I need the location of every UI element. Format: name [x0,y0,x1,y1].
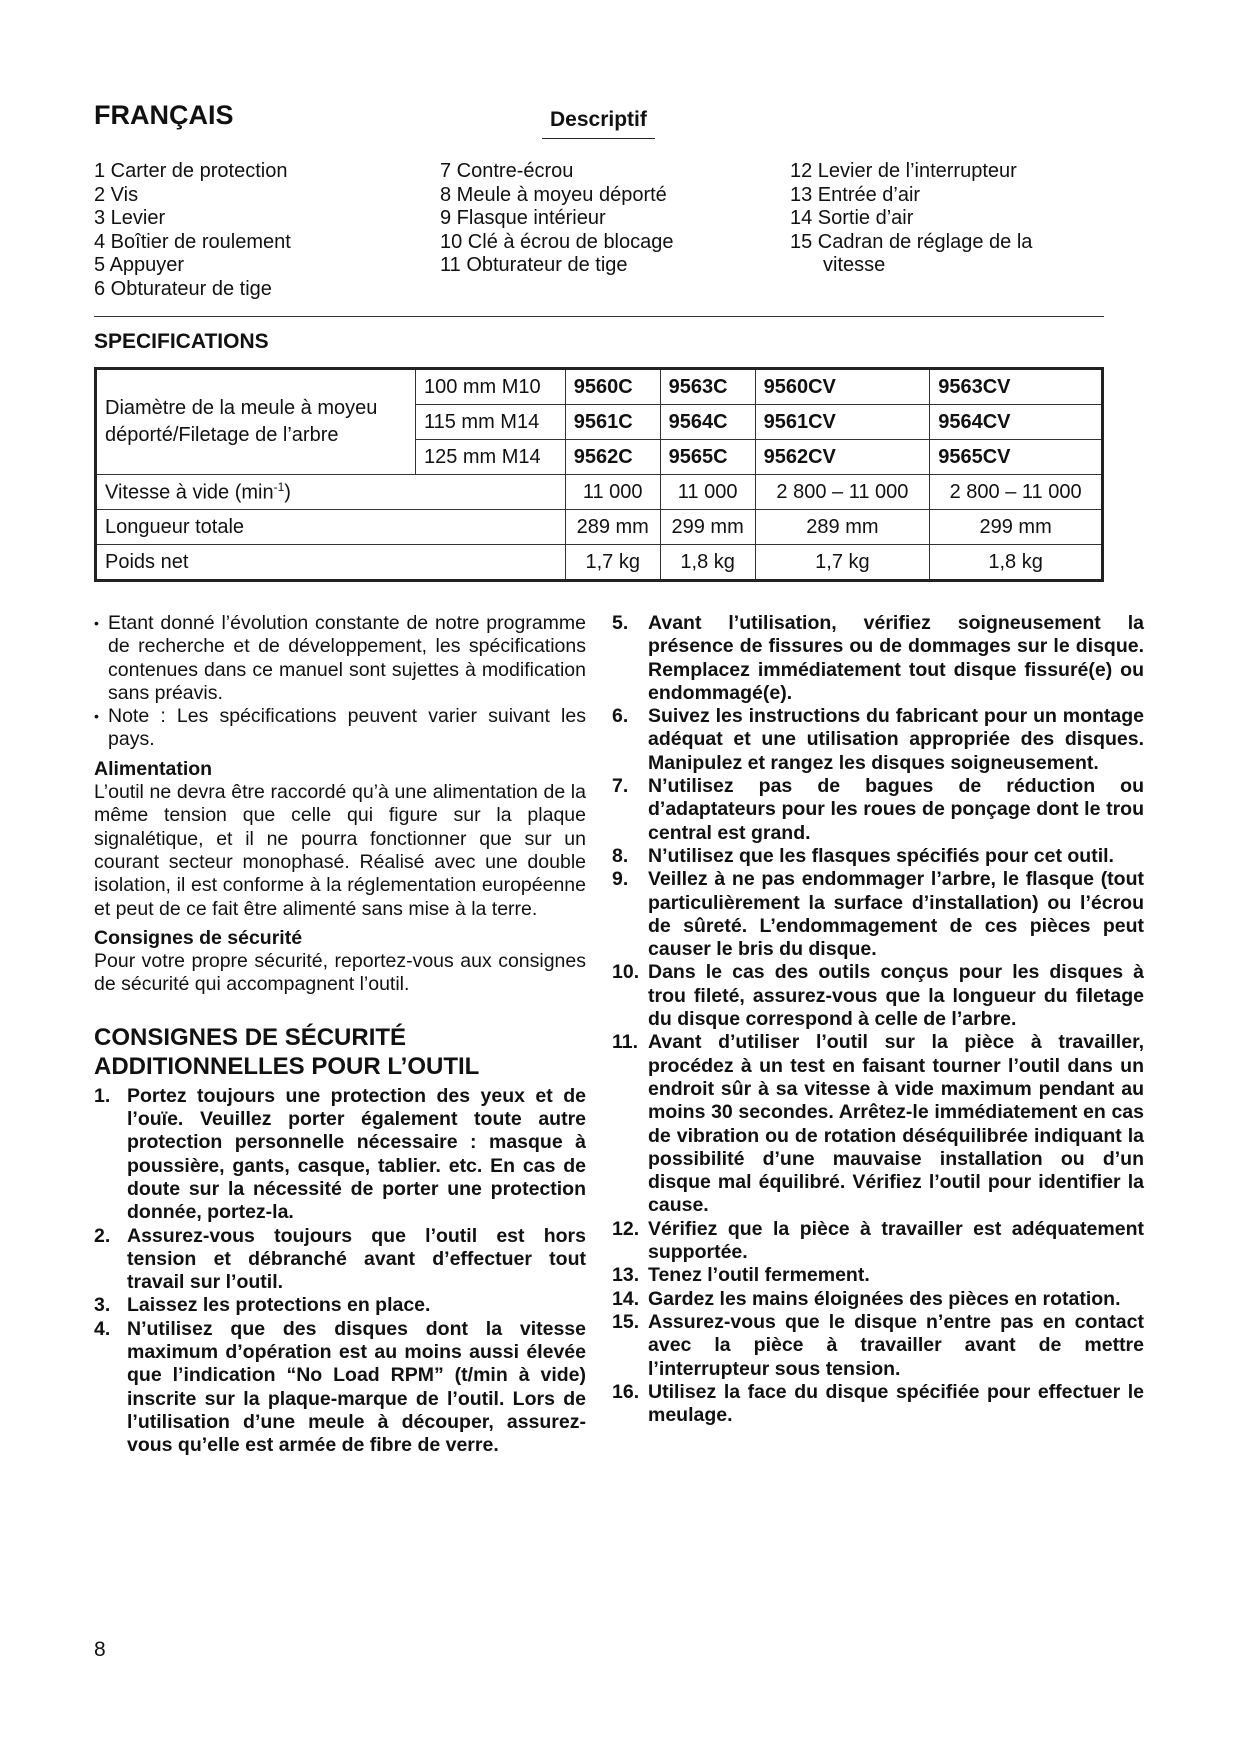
note-item [94,705,586,752]
descriptif-title: Descriptif [542,108,655,139]
item-number: 9. [612,868,629,891]
item-text: Assurez-vous toujours que l’outil est hors tension et débranché avant d’effectuer tout travail sur l’outil. [127,1224,586,1294]
item-text: Utilisez la face du disque spécifiée pour effectuer le meulage. [648,1380,1144,1427]
diameter-label: Diamètre de la meule à moyeu déporté/Filetage de l’arbre [96,369,416,475]
descriptif-item: 3 Levier [94,207,166,229]
item-text: N’utilisez que des disques dont la vitesse maximum d’opération est au moins aussi élevée que l’indication “No Load RPM” (t/min à vide) inscrite sur la plaque-marque de l’outil. Lors de l’utilisation d’une meule à découper, assurez-vous qu’elle est armée de fibre de verre. [127,1317,586,1457]
descriptif-item: 2 Vis [94,183,139,206]
size-cell: 100 mm M10 [415,369,565,405]
safety-item [94,1318,586,1458]
speed-cell: 2 800 – 11 000 [930,475,1103,510]
descriptif-column-2 [440,160,674,278]
safety-item [612,1381,1144,1428]
size-cell: 125 mm M14 [415,440,565,475]
length-cell: 289 mm [565,510,660,545]
safety-item [612,1288,1144,1311]
table-row [96,369,1103,405]
specifications-table [94,367,1104,582]
safety-item [94,1085,586,1225]
right-column [612,612,1144,1427]
weight-cell: 1,8 kg [930,545,1103,581]
length-cell: 299 mm [930,510,1103,545]
note-item [94,612,586,705]
descriptif-item: 5 Appuyer [94,254,185,276]
bullet-icon: • [94,615,99,631]
descriptif-item: 15 Cadran de réglage de la [790,230,1033,253]
safety-item [612,868,1144,961]
model-cell: 9560CV [755,369,930,405]
safety-item [612,775,1144,845]
item-text: N’utilisez que les flasques spécifiés pour cet outil. [648,844,1114,867]
model-cell: 9563CV [930,369,1103,405]
safety-item [94,1225,586,1295]
additional-heading-line: ADDITIONNELLES POUR L’OUTIL [94,1052,480,1080]
model-cell: 9565C [660,440,755,475]
weight-cell: 1,7 kg [755,545,930,581]
safety-item [612,845,1144,868]
model-cell: 9560C [565,369,660,405]
item-number: 5. [612,612,629,634]
length-cell: 299 mm [660,510,755,545]
table-row [96,475,1103,510]
item-number: 14. [612,1287,640,1310]
descriptif-item-continued: vitesse [823,254,886,276]
descriptif-item: 13 Entrée d’air [790,183,921,206]
speed-label-text: Vitesse à vide (min [105,481,274,504]
additional-safety-heading [94,1023,586,1081]
safety-item [612,1311,1144,1381]
weight-label: Poids net [96,545,566,581]
speed-cell: 2 800 – 11 000 [755,475,930,510]
descriptif-item: 9 Flasque intérieur [440,207,606,229]
section-divider [94,316,1104,317]
size-cell: 115 mm M14 [415,405,565,440]
descriptif-item: 10 Clé à écrou de blocage [440,230,674,253]
item-number: 11. [612,1031,639,1054]
item-number: 10. [612,961,640,984]
speed-label [96,475,566,510]
item-number: 3. [94,1294,111,1317]
descriptif-item: 4 Boîtier de roulement [94,230,291,253]
safety-item [612,1031,1144,1217]
table-row [96,510,1103,545]
item-number: 2. [94,1224,111,1247]
model-cell: 9565CV [930,440,1103,475]
item-number: 13. [612,1264,640,1287]
item-number: 12. [612,1217,640,1240]
safety-item [612,1264,1144,1287]
speed-unit: -1 [273,479,285,494]
speed-cell: 11 000 [660,475,755,510]
length-label: Longueur totale [96,510,566,545]
length-cell: 289 mm [755,510,930,545]
item-number: 15. [612,1310,640,1333]
safety-item [94,1294,586,1317]
alimentation-heading: Alimentation [94,757,213,780]
page-number: 8 [94,1638,106,1661]
descriptif-item: 1 Carter de protection [94,160,288,182]
safety-item [612,705,1144,775]
consignes-text: Pour votre propre sécurité, reportez-vous aux consignes de sécurité qui accompagnent l’outil. [94,950,586,996]
speed-cell: 11 000 [565,475,660,510]
item-text: Gardez les mains éloignées des pièces en rotation. [648,1287,1121,1310]
left-column [94,612,586,1458]
item-text: Portez toujours une protection des yeux et de l’ouïe. Veuillez porter également toute autre protection personnelle nécessaire : masque à poussière, gants, casque, tablier. etc. En cas de doute sur la nécessité de porter une protection donnée, portez-la. [127,1084,586,1224]
model-cell: 9561C [565,405,660,440]
alimentation-text: L’outil ne devra être raccordé qu’à une alimentation de la même tension que celle qui figure sur la plaque signalétique, et il ne pourra fonctionner que sur un courant secteur monophasé. Réalisé avec une double isolation, il est conforme à la réglementation européenne et peut de ce fait être alimenté sans mise à la terre. [94,781,586,920]
descriptif-item: 12 Levier de l’interrupteur [790,160,1017,182]
language-heading: FRANÇAIS [94,100,234,130]
model-cell: 9561CV [755,405,930,440]
descriptif-item: 11 Obturateur de tige [440,254,628,276]
safety-item [612,1218,1144,1265]
descriptif-item: 7 Contre-écrou [440,160,574,182]
table-row [96,545,1103,581]
note-text: Note : Les spécifications peuvent varier suivant les pays. [108,705,586,751]
specifications-title: SPECIFICATIONS [94,330,269,353]
item-text: Assurez-vous que le disque n’entre pas en contact avec la pièce à travailler avant de mettre l’interrupteur sous tension. [648,1310,1144,1380]
item-number: 6. [612,705,629,728]
item-number: 8. [612,844,629,867]
item-text: Avant d’utiliser l’outil sur la pièce à travailler, procédez à un test en faisant tourner l’outil dans un endroit sûr à sa vitesse à vide maximum pendant au moins 30 secondes. Arrêtez-le immédiatement en cas de vibration ou de rotation déséquilibrée indiquant la possibilité d’une mauvaise installation ou d’un disque mal équilibré. Vérifiez l’outil pour identifier la cause. [648,1031,1144,1217]
item-number: 7. [612,775,629,798]
descriptif-item: 14 Sortie d’air [790,207,914,229]
descriptif-item: 6 Obturateur de tige [94,277,272,300]
safety-item [612,961,1144,1031]
model-cell: 9564C [660,405,755,440]
item-number: 4. [94,1317,111,1340]
descriptif-column-3 [790,160,1032,278]
safety-item [612,612,1144,705]
model-cell: 9564CV [930,405,1103,440]
descriptif-column-1 [94,160,291,301]
model-cell: 9563C [660,369,755,405]
item-number: 1. [94,1084,111,1107]
item-text: Avant l’utilisation, vérifiez soigneusement la présence de fissures ou de dommages sur le disque. Remplacez immédiatement tout disque fissuré(e) ou endommagé(e). [648,612,1144,704]
descriptif-item: 8 Meule à moyeu déporté [440,183,667,206]
item-text: Laissez les protections en place. [127,1294,431,1317]
weight-cell: 1,7 kg [565,545,660,581]
item-number: 16. [612,1380,640,1403]
note-text: Etant donné l’évolution constante de notre programme de recherche et de développement, les spécifications contenues dans ce manuel sont sujettes à modification sans préavis. [108,612,586,704]
weight-cell: 1,8 kg [660,545,755,581]
item-text: Dans le cas des outils conçus pour les disques à trou fileté, assurez-vous que la longueur du filetage du disque correspond à celle de l’arbre. [648,961,1144,1031]
speed-label-end: ) [284,481,291,504]
item-text: N’utilisez pas de bagues de réduction ou d’adaptateurs pour les roues de ponçage dont le trou central est grand. [648,775,1144,844]
item-text: Vérifiez que la pièce à travailler est adéquatement supportée. [648,1217,1144,1264]
consignes-heading: Consignes de sécurité [94,926,303,949]
model-cell: 9562CV [755,440,930,475]
model-cell: 9562C [565,440,660,475]
item-text: Veillez à ne pas endommager l’arbre, le flasque (tout particulièrement la surface d’installation) ou l’écrou de sûreté. L’endommagement de ces pièces peut causer le bris du disque. [648,868,1144,961]
additional-heading-line: CONSIGNES DE SÉCURITÉ [94,1023,407,1051]
item-text: Tenez l’outil fermement. [648,1264,870,1287]
bullet-icon: • [94,708,99,725]
item-text: Suivez les instructions du fabricant pour un montage adéquat et une utilisation appropriée des disques. Manipulez et rangez les disques soigneusement. [648,705,1144,774]
